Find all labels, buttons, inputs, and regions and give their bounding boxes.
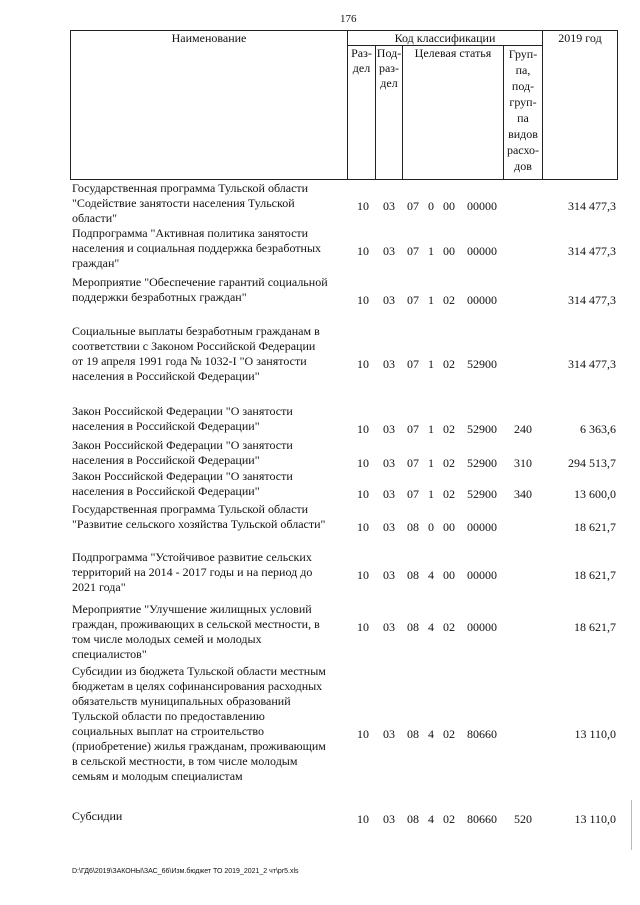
row-name bbox=[72, 469, 347, 499]
row-name-line: "Развитие сельского хозяйства Тульской области" bbox=[72, 517, 326, 531]
row-name bbox=[72, 550, 347, 595]
header-col-divider-group bbox=[542, 30, 543, 180]
row-name-line: семьям и молодым специалистам bbox=[72, 769, 243, 783]
subprogram-code: 4 bbox=[428, 568, 434, 582]
row-name-line: населения в Российской Федерации" bbox=[72, 369, 260, 383]
row-name-line: Мероприятие "Улучшение жилищных условий bbox=[72, 602, 312, 616]
subprogram-code: 0 bbox=[428, 199, 434, 213]
row-name-line: в сельской местности, в том числе молодым bbox=[72, 754, 298, 768]
razdel-code: 10 bbox=[357, 456, 369, 470]
row-name-line: соответствии с Законом Российской Федерации bbox=[72, 339, 316, 353]
header-bottom-border bbox=[70, 179, 618, 180]
program-code: 08 bbox=[407, 520, 419, 534]
measure-code: 00 bbox=[443, 520, 455, 534]
amount-2019: 314 477,3 bbox=[568, 293, 616, 307]
row-name-line: Социальные выплаты безработным гражданам в bbox=[72, 324, 320, 338]
amount-2019: 18 621,7 bbox=[574, 568, 616, 582]
row-name-line: Закон Российской Федерации "О занятости bbox=[72, 469, 293, 483]
row-name-line: Субсидии bbox=[72, 809, 123, 823]
podrazdel-code: 03 bbox=[383, 199, 395, 213]
header-col-divider-podrazdel bbox=[402, 45, 403, 180]
program-code: 07 bbox=[407, 244, 419, 258]
direction-code: 00000 bbox=[467, 293, 497, 307]
row-name-line: Закон Российской Федерации "О занятости bbox=[72, 404, 293, 418]
measure-code: 02 bbox=[443, 487, 455, 501]
row-name bbox=[72, 438, 347, 468]
program-code: 07 bbox=[407, 357, 419, 371]
direction-code: 00000 bbox=[467, 620, 497, 634]
podrazdel-code: 03 bbox=[383, 244, 395, 258]
subprogram-code: 1 bbox=[428, 456, 434, 470]
page-number: 176 bbox=[340, 13, 357, 25]
measure-code: 02 bbox=[443, 620, 455, 634]
amount-2019: 6 363,6 bbox=[580, 422, 616, 436]
header-podrazdel: Под- раз- дел bbox=[376, 46, 402, 90]
razdel-code: 10 bbox=[357, 422, 369, 436]
row-name bbox=[72, 602, 347, 662]
razdel-code: 10 bbox=[357, 487, 369, 501]
row-name bbox=[72, 664, 347, 784]
podrazdel-code: 03 bbox=[383, 357, 395, 371]
amount-2019: 13 600,0 bbox=[574, 487, 616, 501]
row-name bbox=[72, 181, 347, 226]
razdel-code: 10 bbox=[357, 293, 369, 307]
row-name-line: населения и социальная поддержка безработных bbox=[72, 241, 322, 255]
direction-code: 00000 bbox=[467, 199, 497, 213]
direction-code: 52900 bbox=[467, 422, 497, 436]
header-classification: Код классификации bbox=[394, 31, 496, 45]
row-name-line: от 19 апреля 1991 года № 1032-I "О занятости bbox=[72, 354, 307, 368]
row-name-line: граждан, проживающих в сельской местности, в bbox=[72, 617, 320, 631]
podrazdel-code: 03 bbox=[383, 422, 395, 436]
direction-code: 80660 bbox=[467, 812, 497, 826]
amount-2019: 18 621,7 bbox=[574, 620, 616, 634]
header-name: Наименование bbox=[171, 31, 247, 45]
row-name-line: 2021 года" bbox=[72, 580, 126, 594]
subprogram-code: 0 bbox=[428, 520, 434, 534]
row-name-line: населения в Российской Федерации" bbox=[72, 484, 260, 498]
program-code: 08 bbox=[407, 727, 419, 741]
row-name-line: обязательств муниципальных образований bbox=[72, 694, 291, 708]
row-name-line: поддержки безработных граждан" bbox=[72, 290, 247, 304]
row-name bbox=[72, 324, 347, 384]
program-code: 08 bbox=[407, 812, 419, 826]
header-razdel: Раз- дел bbox=[351, 46, 372, 75]
amount-2019: 13 110,0 bbox=[574, 812, 616, 826]
subprogram-code: 4 bbox=[428, 727, 434, 741]
subprogram-code: 1 bbox=[428, 293, 434, 307]
podrazdel-code: 03 bbox=[383, 487, 395, 501]
expense-type-code: 310 bbox=[514, 456, 532, 470]
razdel-code: 10 bbox=[357, 520, 369, 534]
measure-code: 00 bbox=[443, 199, 455, 213]
razdel-code: 10 bbox=[357, 727, 369, 741]
podrazdel-code: 03 bbox=[383, 520, 395, 534]
amount-2019: 314 477,3 bbox=[568, 357, 616, 371]
scan-artifact bbox=[631, 800, 632, 850]
row-name-line: специалистов" bbox=[72, 647, 147, 661]
row-name-line: (приобретение) жилья гражданам, проживающим bbox=[72, 739, 326, 753]
amount-2019: 294 513,7 bbox=[568, 456, 616, 470]
podrazdel-code: 03 bbox=[383, 727, 395, 741]
measure-code: 00 bbox=[443, 568, 455, 582]
row-name-line: Государственная программа Тульской области bbox=[72, 502, 309, 516]
program-code: 08 bbox=[407, 620, 419, 634]
row-name-line: Тульской области по предоставлению bbox=[72, 709, 265, 723]
podrazdel-code: 03 bbox=[383, 293, 395, 307]
expense-type-code: 520 bbox=[514, 812, 532, 826]
razdel-code: 10 bbox=[357, 199, 369, 213]
program-code: 07 bbox=[407, 199, 419, 213]
file-path-footer: D:\ГД6\2019\ЗАКОНЫ\ЗАС_66\Изм.бюджет ТО 2019_2021_2 чт\pr5.xls bbox=[72, 868, 299, 875]
measure-code: 02 bbox=[443, 293, 455, 307]
subprogram-code: 1 bbox=[428, 487, 434, 501]
header-left-border bbox=[70, 30, 71, 180]
header-right-border bbox=[617, 30, 618, 180]
direction-code: 52900 bbox=[467, 487, 497, 501]
subprogram-code: 1 bbox=[428, 357, 434, 371]
row-name-line: Субсидии из бюджета Тульской области местным bbox=[72, 664, 326, 678]
razdel-code: 10 bbox=[357, 568, 369, 582]
row-name-line: Подпрограмма "Устойчивое развитие сельских bbox=[72, 550, 312, 564]
row-name-line: "Содействие занятости населения Тульской bbox=[72, 196, 295, 210]
row-name-line: Закон Российской Федерации "О занятости bbox=[72, 438, 293, 452]
amount-2019: 13 110,0 bbox=[574, 727, 616, 741]
direction-code: 00000 bbox=[467, 520, 497, 534]
measure-code: 00 bbox=[443, 244, 455, 258]
measure-code: 02 bbox=[443, 456, 455, 470]
razdel-code: 10 bbox=[357, 244, 369, 258]
amount-2019: 314 477,3 bbox=[568, 244, 616, 258]
expense-type-code: 240 bbox=[514, 422, 532, 436]
row-name bbox=[72, 809, 347, 824]
subprogram-code: 1 bbox=[428, 244, 434, 258]
header-year: 2019 год bbox=[558, 31, 602, 45]
row-name-line: том числе молодых семей и молодых bbox=[72, 632, 262, 646]
row-name-line: области" bbox=[72, 211, 118, 225]
row-name bbox=[72, 226, 347, 271]
amount-2019: 314 477,3 bbox=[568, 199, 616, 213]
measure-code: 02 bbox=[443, 422, 455, 436]
row-name-line: бюджетам в целях софинансирования расходных bbox=[72, 679, 323, 693]
subprogram-code: 4 bbox=[428, 620, 434, 634]
direction-code: 52900 bbox=[467, 456, 497, 470]
program-code: 07 bbox=[407, 456, 419, 470]
row-name-line: Государственная программа Тульской области bbox=[72, 181, 309, 195]
expense-type-code: 340 bbox=[514, 487, 532, 501]
row-name-line: Мероприятие "Обеспечение гарантий социальной bbox=[72, 275, 328, 289]
program-code: 07 bbox=[407, 422, 419, 436]
program-code: 08 bbox=[407, 568, 419, 582]
podrazdel-code: 03 bbox=[383, 620, 395, 634]
row-name-line: населения в Российской Федерации" bbox=[72, 419, 260, 433]
amount-2019: 18 621,7 bbox=[574, 520, 616, 534]
direction-code: 00000 bbox=[467, 244, 497, 258]
razdel-code: 10 bbox=[357, 620, 369, 634]
razdel-code: 10 bbox=[357, 812, 369, 826]
podrazdel-code: 03 bbox=[383, 812, 395, 826]
subprogram-code: 4 bbox=[428, 812, 434, 826]
row-name-line: социальных выплат на строительство bbox=[72, 724, 265, 738]
direction-code: 00000 bbox=[467, 568, 497, 582]
direction-code: 80660 bbox=[467, 727, 497, 741]
row-name-line: Подпрограмма "Активная политика занятости bbox=[72, 226, 309, 240]
row-name-line: граждан" bbox=[72, 256, 120, 270]
program-code: 07 bbox=[407, 487, 419, 501]
measure-code: 02 bbox=[443, 812, 455, 826]
row-name-line: населения в Российской Федерации" bbox=[72, 453, 260, 467]
row-name-line: территорий на 2014 - 2017 годы и на период до bbox=[72, 565, 313, 579]
row-name bbox=[72, 502, 347, 532]
row-name bbox=[72, 275, 347, 305]
row-name bbox=[72, 404, 347, 434]
direction-code: 52900 bbox=[467, 357, 497, 371]
header-target: Целевая статья bbox=[414, 46, 492, 60]
measure-code: 02 bbox=[443, 727, 455, 741]
podrazdel-code: 03 bbox=[383, 456, 395, 470]
measure-code: 02 bbox=[443, 357, 455, 371]
podrazdel-code: 03 bbox=[383, 568, 395, 582]
program-code: 07 bbox=[407, 293, 419, 307]
razdel-code: 10 bbox=[357, 357, 369, 371]
header-group: Груп- па, под- груп- па видов расхо- дов bbox=[506, 47, 540, 173]
subprogram-code: 1 bbox=[428, 422, 434, 436]
